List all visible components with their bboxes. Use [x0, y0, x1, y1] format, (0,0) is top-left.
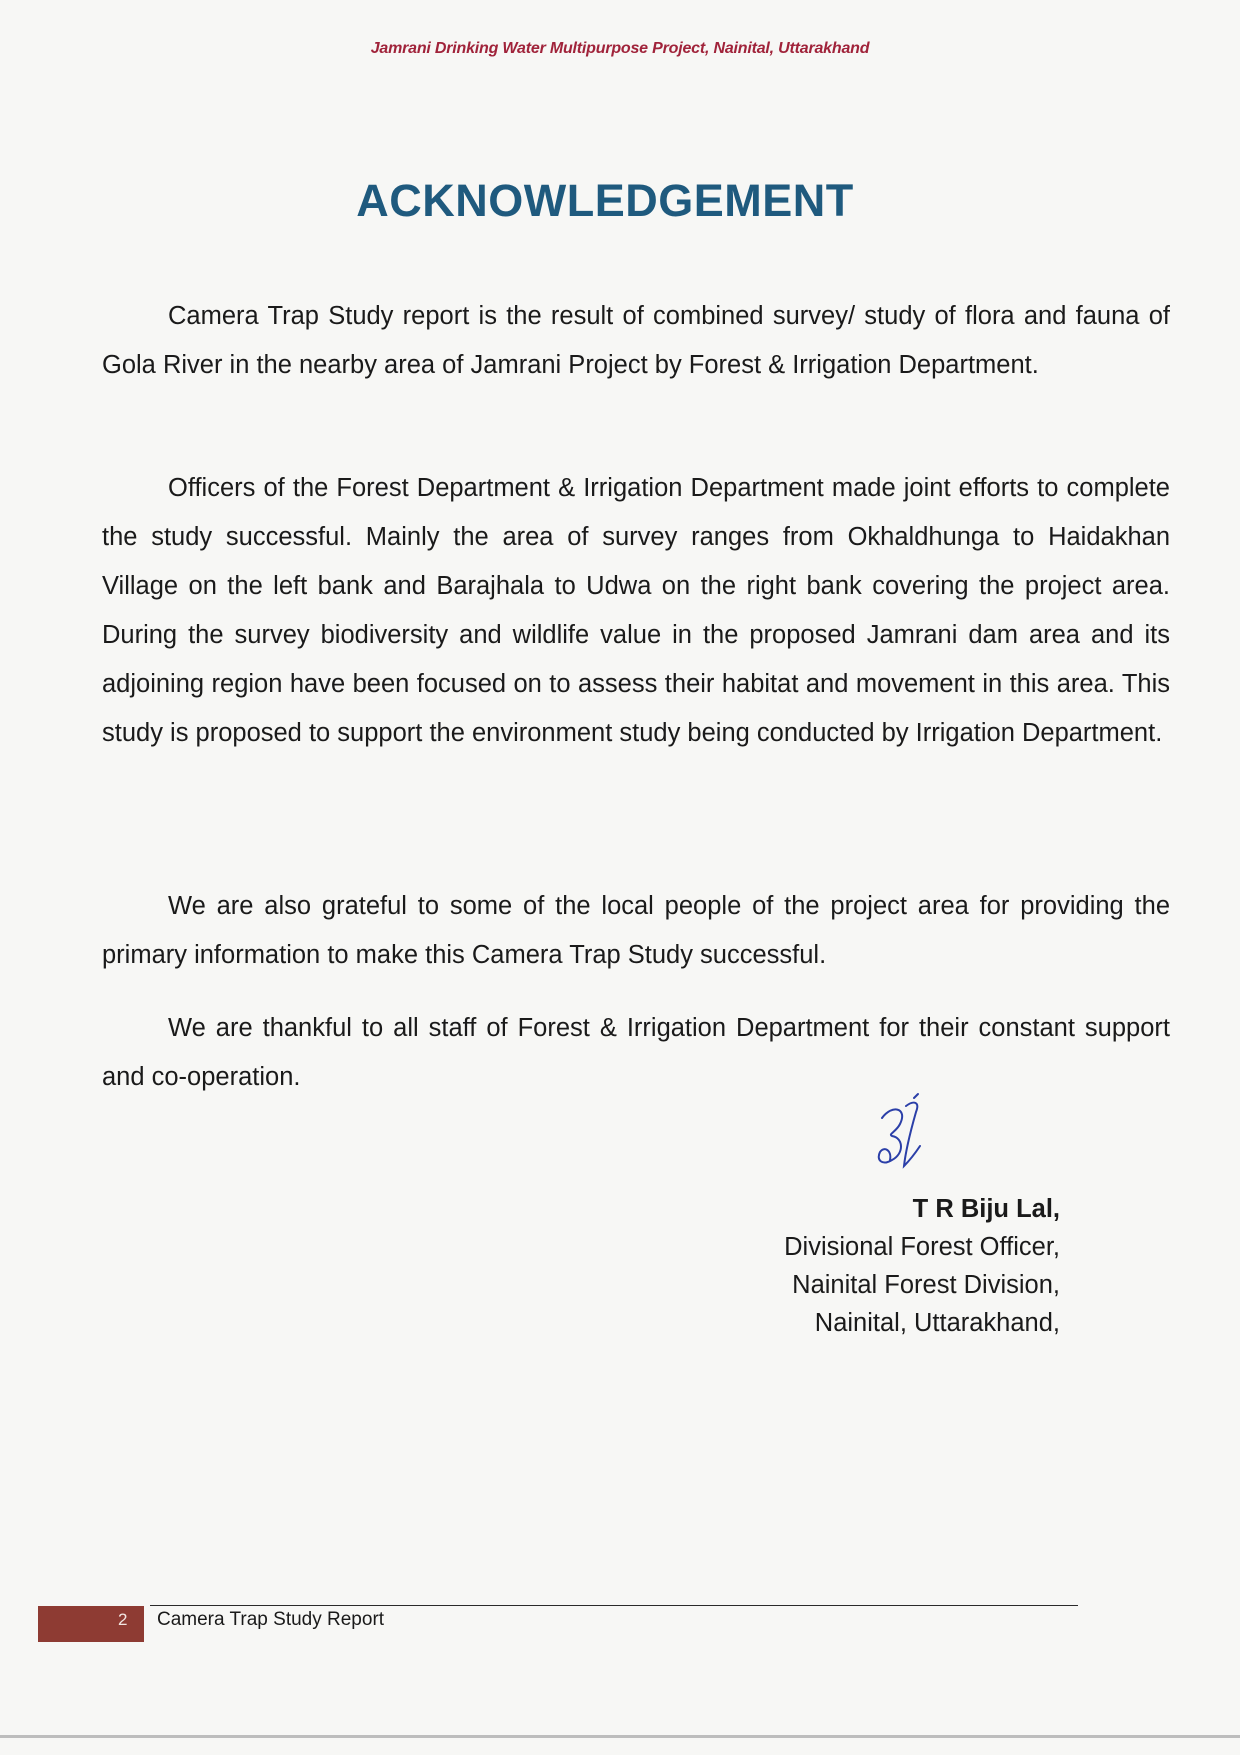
signature-block — [784, 1190, 1060, 1342]
footer-page-box — [38, 1606, 144, 1642]
running-header: Jamrani Drinking Water Multipurpose Project, Nainital, Uttarakhand — [370, 40, 870, 57]
handwritten-signature — [870, 1090, 950, 1200]
footer-rule — [150, 1605, 1078, 1606]
paragraph-1: Camera Trap Study report is the result of combined survey/ study of flora and fauna of Gola River in the nearby area of Jamrani Project by Forest & Irrigation Department. — [102, 302, 1170, 379]
signatory-division: Nainital Forest Division, — [792, 1271, 1060, 1299]
paragraph-2: Officers of the Forest Department & Irrigation Department made joint efforts to complete the study successful. Mainly the area of survey ranges from Okhaldhunga to Haidakhan Village on the left bank and Barajhala to Udwa on the right bank covering the project area. During the survey biodiversity and wildlife value in the proposed Jamrani dam area and its adjoining region have been focused on to assess their habitat and movement in this area. This study is proposed to support the environment study being conducted by Irrigation Department. — [102, 474, 1170, 747]
page-title: ACKNOWLEDGEMENT — [356, 175, 854, 226]
paragraph-3: We are also grateful to some of the local people of the project area for providing the primary information to make this Camera Trap Study successful. — [102, 892, 1170, 969]
footer-page-number: 2 — [118, 1610, 128, 1629]
footer-label: Camera Trap Study Report — [157, 1609, 385, 1630]
scan-edge — [0, 1735, 1240, 1738]
signatory-location: Nainital, Uttarakhand, — [814, 1309, 1060, 1337]
signatory-designation: Divisional Forest Officer, — [784, 1233, 1060, 1261]
paragraph-4: We are thankful to all staff of Forest & Irrigation Department for their constant support and co-operation. — [102, 1014, 1170, 1091]
signatory-name: T R Biju Lal, — [912, 1195, 1060, 1223]
